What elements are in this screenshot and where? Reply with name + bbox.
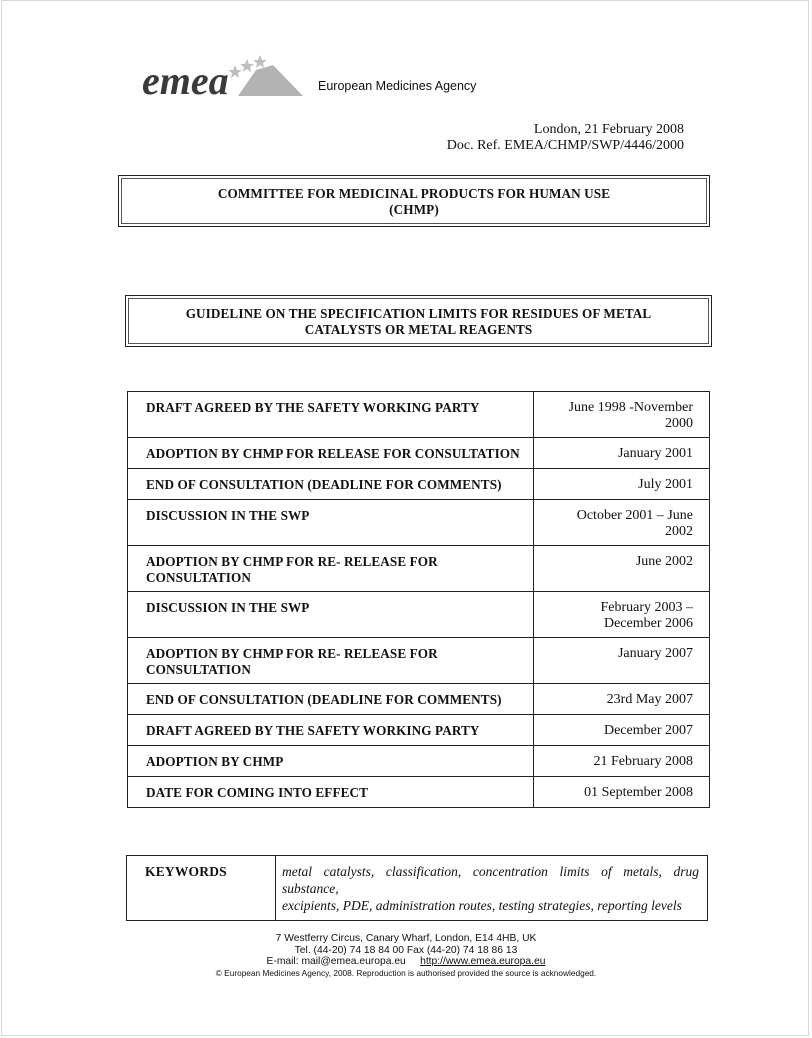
guideline-title-box [125, 295, 712, 347]
footer-address: 7 Westferry Circus, Canary Wharf, London, E14 4HB, UK [275, 933, 537, 944]
committee-acronym: (CHMP) [389, 202, 439, 217]
committee-title: COMMITTEE FOR MEDICINAL PRODUCTS FOR HUMAN USE [217, 186, 611, 201]
milestone-event: ADOPTION BY CHMP [128, 746, 534, 777]
milestone-date: 23rd May 2007 [534, 684, 710, 715]
document-reference: Doc. Ref. EMEA/CHMP/SWP/4446/2000 [446, 138, 684, 153]
milestone-date: December 2007 [534, 715, 710, 746]
table-row [128, 777, 710, 808]
document-date: London, 21 February 2008 [533, 122, 684, 137]
dateline [447, 122, 684, 154]
milestone-event: DATE FOR COMING INTO EFFECT [128, 777, 534, 808]
milestone-date: January 2001 [534, 438, 710, 469]
table-row [128, 546, 710, 592]
milestone-event: DRAFT AGREED BY THE SAFETY WORKING PARTY [128, 715, 534, 746]
milestone-event: ADOPTION BY CHMP FOR RE- RELEASE FOR CONSULTATION [128, 546, 534, 592]
table-row [128, 684, 710, 715]
milestone-date: January 2007 [534, 638, 710, 684]
table-row [128, 392, 710, 438]
milestone-date: 21 February 2008 [534, 746, 710, 777]
footer-website-link[interactable]: http://www.emea.europa.eu [420, 956, 546, 967]
milestone-event: DISCUSSION IN THE SWP [128, 500, 534, 546]
footer-contact [0, 956, 812, 968]
committee-box [118, 175, 710, 227]
keywords-table [126, 855, 708, 921]
agency-name: European Medicines Agency [318, 79, 477, 93]
milestone-date: June 1998 -November 2000 [534, 392, 710, 438]
table-row [128, 500, 710, 546]
keywords-label: KEYWORDS [127, 856, 276, 921]
milestone-event: ADOPTION BY CHMP FOR RELEASE FOR CONSULTATION [128, 438, 534, 469]
emea-logo [138, 50, 308, 102]
milestone-date: October 2001 – June 2002 [534, 500, 710, 546]
milestone-event: END OF CONSULTATION (DEADLINE FOR COMMENTS) [128, 684, 534, 715]
footer-copyright: © European Medicines Agency, 2008. Reproduction is authorised provided the source is acknowledged. [215, 967, 597, 978]
table-row [128, 638, 710, 684]
footer-phone: Tel. (44-20) 74 18 84 00 Fax (44-20) 74 18 86 13 [294, 944, 518, 956]
table-row [128, 469, 710, 500]
keywords-values: metal catalysts, classification, concentration limits of metals, drug substance, excipients, PDE, administration routes, testing strategies, reporting levels [276, 856, 708, 921]
milestone-event: DRAFT AGREED BY THE SAFETY WORKING PARTY [128, 392, 534, 438]
milestone-date: February 2003 – December 2006 [534, 592, 710, 638]
table-row [128, 715, 710, 746]
milestone-date: 01 September 2008 [534, 777, 710, 808]
table-row [128, 592, 710, 638]
table-row [127, 856, 708, 921]
svg-text:emea: emea [142, 58, 229, 102]
milestone-date: July 2001 [534, 469, 710, 500]
milestone-event: END OF CONSULTATION (DEADLINE FOR COMMENTS) [128, 469, 534, 500]
guideline-title-line-1: GUIDELINE ON THE SPECIFICATION LIMITS FOR RESIDUES OF METAL [185, 306, 652, 321]
page-footer [0, 933, 812, 979]
guideline-title-line-2: CATALYSTS OR METAL REAGENTS [304, 322, 533, 337]
milestone-event: ADOPTION BY CHMP FOR RE- RELEASE FOR CONSULTATION [128, 638, 534, 684]
milestone-event: DISCUSSION IN THE SWP [128, 592, 534, 638]
footer-email: E-mail: mail@emea.europa.eu [266, 956, 406, 967]
milestones-table [127, 391, 710, 808]
table-row [128, 438, 710, 469]
milestone-date: June 2002 [534, 546, 710, 592]
table-row [128, 746, 710, 777]
